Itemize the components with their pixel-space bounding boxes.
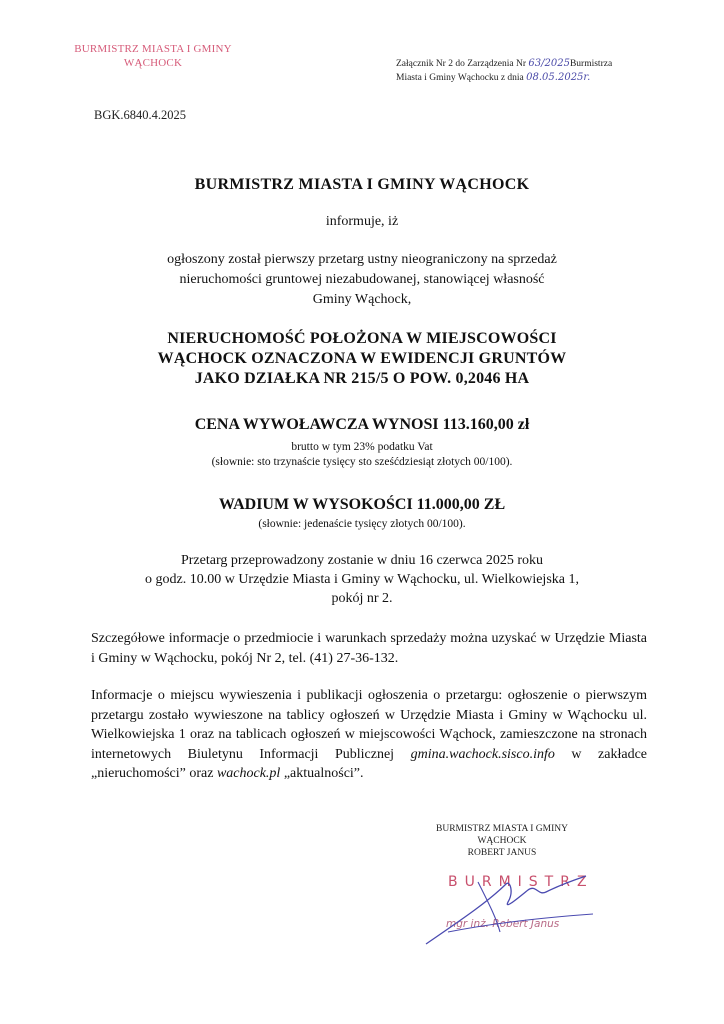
price-note xyxy=(60,440,664,470)
auction-line: o godz. 10.00 w Urzędzie Miasta i Gminy w Wąchocku, ul. Wielkowiejska 1, xyxy=(145,572,579,587)
stamp-line-2: WĄCHOCK xyxy=(123,57,183,69)
price-heading: CENA WYWOŁAWCZA WYNOSI 113.160,00 zł xyxy=(194,416,530,433)
price-vat: brutto w tym 23% podatku Vat xyxy=(291,441,433,453)
signature-line: ROBERT JANUS xyxy=(467,848,537,858)
wadium-heading: WADIUM W WYSOKOŚCI 11.000,00 ZŁ xyxy=(218,496,506,513)
property-description xyxy=(60,329,664,389)
mayor-stamp-title: BURMISTRZ xyxy=(448,874,594,890)
handwritten-signature xyxy=(418,862,618,952)
town-site-link: wachock.pl xyxy=(216,766,281,781)
property-line: JAKO DZIAŁKA NR 215/5 O POW. 0,2046 HA xyxy=(194,370,530,387)
publish-text-3: „aktualności”. xyxy=(280,766,364,781)
annex-number: 63/2025 xyxy=(528,58,570,69)
annex-note xyxy=(396,57,666,85)
intro-line: Gminy Wąchock, xyxy=(312,292,412,307)
annex-line2: Miasta i Gminy Wąchocku z dnia xyxy=(396,73,524,83)
details-paragraph: Szczegółowe informacje o przedmiocie i warunkach sprzedaży można uzyskać w Urzędzie Miasta i Gminy w Wąchocku, pokój Nr 2, tel. (41) 27-36-132. xyxy=(91,631,647,666)
auction-line: Przetarg przeprowadzony zostanie w dniu 16 czerwca 2025 roku xyxy=(180,553,544,568)
annex-prefix: Załącznik Nr 2 do Zarządzenia Nr xyxy=(396,59,527,69)
signature-block xyxy=(422,823,582,859)
intro-text xyxy=(60,250,664,310)
publish-paragraph xyxy=(91,686,647,784)
inform-line: informuje, iż xyxy=(325,214,399,229)
property-line: WĄCHOCK OZNACZONA W EWIDENCJI GRUNTÓW xyxy=(157,350,567,367)
bip-site-link: gmina.wachock.sisco.info xyxy=(410,746,555,762)
signature-line: WĄCHOCK xyxy=(477,836,527,846)
auction-line: pokój nr 2. xyxy=(331,591,393,606)
page-title: BURMISTRZ MIASTA I GMINY WĄCHOCK xyxy=(194,176,530,193)
annex-date: 08.05.2025r. xyxy=(526,72,591,83)
wadium-words: (słownie: jedenaście tysięcy złotych 00/100). xyxy=(258,518,466,530)
property-line: NIERUCHOMOŚĆ POŁOŻONA W MIEJSCOWOŚCI xyxy=(167,330,557,347)
stamp-line-1: BURMISTRZ MIASTA I GMINY xyxy=(74,43,232,55)
annex-suffix: Burmistrza xyxy=(569,59,613,69)
intro-line: ogłoszony został pierwszy przetarg ustny nieograniczony na sprzedaż xyxy=(167,252,557,267)
publish-text-2: w zakładce „nieruchomości” oraz xyxy=(91,746,648,781)
reference-number: BGK.6840.4.2025 xyxy=(94,108,187,122)
publish-text-1: Informacje o miejscu wywieszenia i publikacji ogłoszenia o przetargu: ogłoszenie o pierwszym przetargu zostało wywieszone na tablicy ogłoszeń w Urzędzie Miasta i Gminy w Wąchocku ul. Wielkowiejska 1 oraz na tablicach ogłoszeń w miejscowości Wąchock, zamieszczone na stronach internetowych Biuletynu Informacji Publicznej xyxy=(91,688,647,762)
signature-line: BURMISTRZ MIASTA I GMINY xyxy=(436,824,568,834)
office-stamp-top xyxy=(68,42,238,70)
mayor-stamp-name: mgr inż. Robert Janus xyxy=(446,918,560,930)
auction-date xyxy=(60,551,664,608)
intro-line: nieruchomości gruntowej niezabudowanej, stanowiącej własność xyxy=(179,272,545,287)
price-words: (słownie: sto trzynaście tysięcy sto sześćdziesiąt złotych 00/100). xyxy=(211,456,513,468)
